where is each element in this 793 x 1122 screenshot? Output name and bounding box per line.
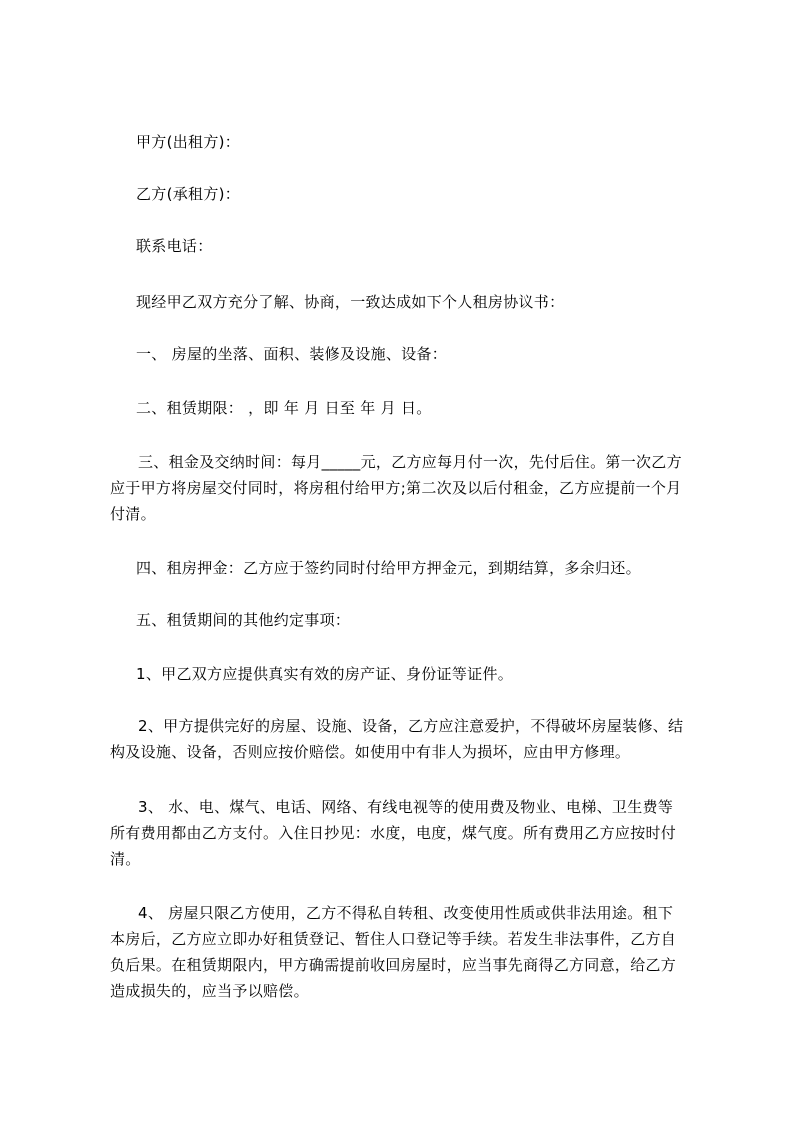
section-2-term: 二、租赁期限： ，即 年 月 日至 年 月 日。 xyxy=(136,399,432,417)
phone-line: 联系电话： xyxy=(136,237,213,255)
clause-1: 1、甲乙双方应提供真实有效的房产证、身份证等证件。 xyxy=(136,665,514,683)
clause-3: 3、 水、电、煤气、电话、网络、有线电视等的使用费及物业、电梯、卫生费等 所有费用都由乙方支付。入住日抄见：水度，电度，煤气度。所有费用乙方应按时付清。 xyxy=(110,798,677,868)
clause-2: 2、甲方提供完好的房屋、设施、设备，乙方应注意爱护，不得破坏房屋装修、结构及设施、设备，否则应按价赔偿。如使用中有非人为损坏，应由甲方修理。 xyxy=(110,717,684,761)
party-a-line: 甲方(出租方)： xyxy=(136,133,241,151)
party-b-line: 乙方(承租方)： xyxy=(136,185,241,203)
section-3-rent: 三、租金及交纳时间：每月_____元，乙方应每月付一次，先付后住。第一次乙方应于甲方将房屋交付同时，将房租付给甲方;第二次及以后付租金，乙方应提前一个月付清。 xyxy=(110,453,682,523)
section-5-heading: 五、租赁期间的其他约定事项： xyxy=(136,611,351,629)
section-1-heading: 一、 房屋的坐落、面积、装修及设施、设备： xyxy=(136,345,448,363)
clause-4: 4、 房屋只限乙方使用，乙方不得私自转租、改变使用性质或供非法用途。租下本房后，乙方应立即办好租赁登记、暂住人口登记等手续。若发生非法事件，乙方自负后果。在租赁期限内，甲方确需提前收回房屋时，应当事先商得乙方同意，给乙方造成损失的，应当予以赔偿。 xyxy=(110,904,677,1000)
section-4-deposit: 四、租房押金：乙方应于签约同时付给甲方押金元，到期结算，多余归还。 xyxy=(136,559,641,577)
intro-paragraph: 现经甲乙双方充分了解、协商，一致达成如下个人租房协议书： xyxy=(136,293,565,311)
